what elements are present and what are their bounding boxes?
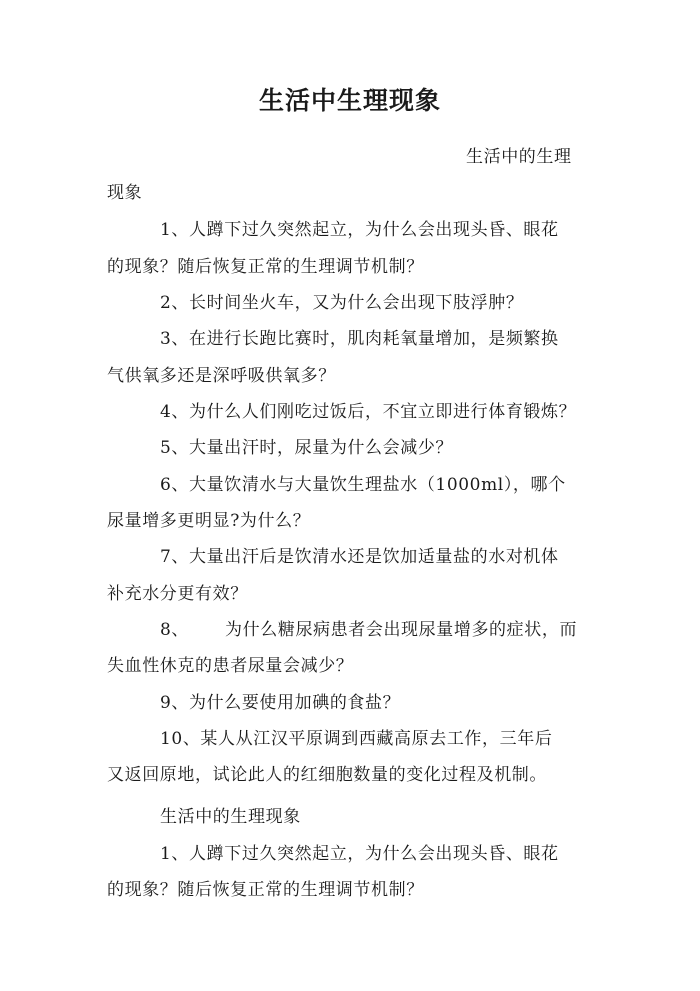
repeat-question-line2: 的现象？随后恢复正常的生理调节机制？ <box>107 880 424 900</box>
question-1-line2: 的现象？随后恢复正常的生理调节机制？ <box>107 257 424 277</box>
question-5-line1: 5、大量出汗时，尿量为什么会减少？ <box>160 438 454 458</box>
question-10-line2: 又返回原地，试论此人的红细胞数量的变化过程及机制。 <box>107 765 547 785</box>
question-10-line1: 10、某人从江汉平原调到西藏高原去工作，三年后 <box>160 729 553 749</box>
subtitle-part2: 现象 <box>107 183 143 203</box>
question-8-line1: 8、 为什么糖尿病患者会出现尿量增多的症状，而 <box>160 620 578 640</box>
question-7-line2: 补充水分更有效？ <box>107 584 248 604</box>
repeat-question-line1: 1、人蹲下过久突然起立，为什么会出现头昏、眼花 <box>160 844 559 864</box>
question-6-line1: 6、大量饮清水与大量饮生理盐水（1000ml），哪个 <box>160 475 566 495</box>
question-9-line1: 9、为什么要使用加碘的食盐？ <box>160 693 401 713</box>
repeat-heading: 生活中的生理现象 <box>160 807 301 827</box>
question-7-line1: 7、大量出汗后是饮清水还是饮加适量盐的水对机体 <box>160 547 559 567</box>
question-6-line2: 尿量增多更明显?为什么？ <box>107 511 311 531</box>
subtitle-part1: 生活中的生理 <box>466 147 572 167</box>
question-4-line1: 4、为什么人们刚吃过饭后，不宜立即进行体育锻炼？ <box>160 402 577 422</box>
question-2-line1: 2、长时间坐火车，又为什么会出现下肢浮肿？ <box>160 293 524 313</box>
question-3-line1: 3、在进行长跑比赛时，肌肉耗氧量增加，是频繁换 <box>160 329 559 349</box>
document-title: 生活中生理现象 <box>258 86 441 115</box>
question-8-line2: 失血性休克的患者尿量会减少？ <box>107 656 354 676</box>
question-3-line2: 气供氧多还是深呼吸供氧多？ <box>107 366 336 386</box>
question-1-line1: 1、人蹲下过久突然起立，为什么会出现头昏、眼花 <box>160 220 559 240</box>
